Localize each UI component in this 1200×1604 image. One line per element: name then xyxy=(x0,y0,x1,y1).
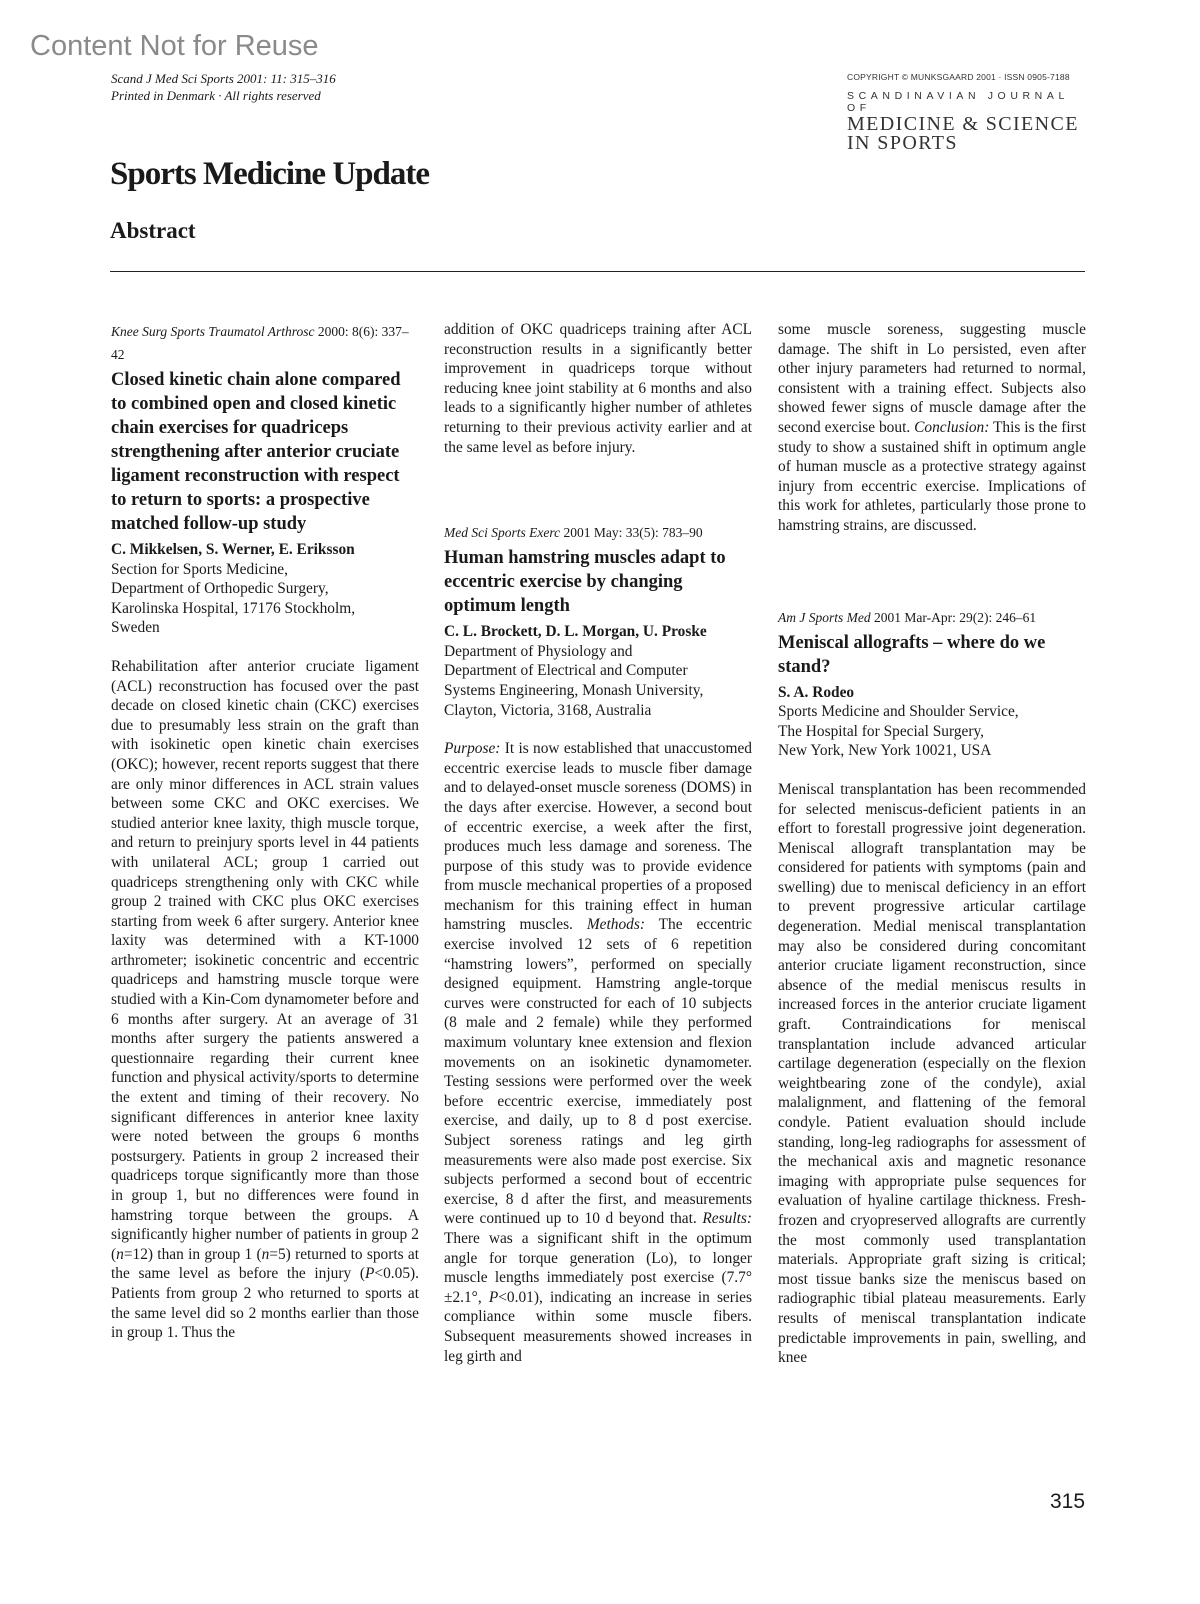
article-1-affiliation: Section for Sports Medicine, Department of Orthopedic Surgery, Karolinska Hospital, 17176 Stockholm, Sweden xyxy=(111,560,356,637)
article-2-affiliation: Department of Physiology and Department of Electrical and Computer Systems Engineering, Monash University, Clayton, Victoria, 3168, Australia xyxy=(444,642,704,719)
printed-notice: Printed in Denmark · All rights reserved xyxy=(111,88,321,103)
article-1-authors: C. Mikkelsen, S. Werner, E. Eriksson xyxy=(111,541,355,558)
brand-line-1: SCANDINAVIAN JOURNAL OF xyxy=(847,90,1069,114)
article-3-title: Meniscal allografts – where do we stand? xyxy=(778,632,1046,677)
page-title: Sports Medicine Update xyxy=(110,156,429,192)
journal-brand xyxy=(847,72,1082,153)
article-2-abstract: Purpose: It is now established that unaccustomed eccentric exercise leads to muscle fiber damage and to delayed-onset muscle soreness (DOMS) in the days after exercise. However, a second bout of eccentric exercise, a week after the first, produces much less damage and soreness. The purpose of this study was to provide evidence from muscle mechanical properties of a proposed mechanism for this training effect in human hamstring muscles. Methods: The eccentric exercise involved 12 sets of 6 repetition “hamstring lowers”, performed on specially designed equipment. Hamstring angle-torque curves were constructed for each of 10 subjects (8 male and 2 female) while they performed maximum voluntary knee extension and flexion movements on an isokinetic dynamometer. Testing sessions were performed over the week before eccentric exercise, immediately post exercise, and daily, up to 8 d post exercise. Subject soreness ratings and leg girth measurements were also made post exercise. Six subjects performed a second bout of eccentric exercise, 8 d after the first, and measurements were continued up to 10 d beyond that. Results: There was a significant shift in the optimum angle for torque generation (Lo), to longer muscle lengths immediately post exercise (7.7°±2.1°, P<0.01), indicating an increase in series compliance within some muscle fibers. Subsequent measurements showed increases in leg girth and xyxy=(444,740,753,1365)
article-2-authors: C. L. Brockett, D. L. Morgan, U. Proske xyxy=(444,623,707,641)
article-3-citation: Am J Sports Med 2001 Mar-Apr: 29(2): 246–61 xyxy=(778,609,1037,625)
brand-line-3: IN SPORTS xyxy=(847,132,958,154)
article-3-authors: S. A. Rodeo xyxy=(778,683,855,701)
journal-citation: Scand J Med Sci Sports 2001: 11: 315–316 xyxy=(111,71,336,86)
article-1-title: Closed kinetic chain alone compared to combined open and closed kinetic chain exercises for quadriceps strengthening after anterior cruciate ligament reconstruction with respect to return to sports: a prospective matched follow-up study xyxy=(111,370,401,534)
copyright-line: COPYRIGHT © MUNKSGAARD 2001 · ISSN 0905-7188 xyxy=(847,72,1070,82)
article-2-title: Human hamstring muscles adapt to eccentric exercise by changing optimum length xyxy=(444,548,726,617)
column-1 xyxy=(111,320,419,1343)
article-3-abstract: Meniscal transplantation has been recommended for selected meniscus-deficient patients in an effort to forestall progressive joint degeneration. Meniscal allograft transplantation may be considered for patients with symptoms (pain and swelling) due to meniscal deficiency in an effort to prevent progressive articular cartilage degeneration. Medial meniscal transplantation may also be considered during concomitant anterior cruciate ligament reconstruction, since absence of the medial meniscus results in increased forces in the anterior cruciate ligament graft. Contraindications for meniscal transplantation include advanced articular cartilage degeneration (especially on the flexion weightbearing zone of the condyle), axial malalignment, and flattening of the femoral condyle. Patient evaluation should include standing, long-leg radiographs for assessment of the mechanical axis and magnetic resonance imaging with appropriate pulse sequences for evaluation of hyaline cartilage thickness. Fresh-frozen and cryopreserved allografts are currently the most commonly used transplantation materials. Appropriate graft sizing is critical; most tissue banks size the meniscus based on radiographic tibial plateau measurements. Early results of meniscal transplantation indicate predictable improvements in pain, swelling, and knee xyxy=(778,780,1086,1367)
column-2 xyxy=(444,320,752,1366)
section-label: Abstract xyxy=(110,218,196,243)
header-rule xyxy=(110,271,1085,272)
watermark: Content Not for Reuse xyxy=(30,30,319,62)
article-2-abstract-continued: some muscle soreness, suggesting muscle damage. The shift in Lo persisted, even after other injury parameters had returned to normal, consistent with a training effect. Subjects also showed fewer signs of muscle damage after the second exercise bout. Conclusion: This is the first study to show a sustained shift in optimum angle of human muscle as a protective strategy against injury from eccentric exercise. Implications of this work for athletes, particularly those prone to hamstring strains, are discussed. xyxy=(778,321,1086,534)
column-3 xyxy=(778,320,1086,1368)
brand-line-2: MEDICINE & SCIENCE xyxy=(847,113,1079,135)
journal-info xyxy=(111,70,336,104)
article-2-citation: Med Sci Sports Exerc 2001 May: 33(5): 783–90 xyxy=(444,525,703,541)
article-3-affiliation: Sports Medicine and Shoulder Service, The Hospital for Special Surgery, New York, New York 10021, USA xyxy=(778,703,1019,760)
article-1-abstract: Rehabilitation after anterior cruciate ligament (ACL) reconstruction has focused over the past decade on closed kinetic chain (CKC) exercises due to presumably less strain on the graft than with isokinetic open kinetic chain exercises (OKC); however, recent reports suggest that there are only minor differences in ACL strain values between some CKC and OKC exercises. We studied anterior knee laxity, thigh muscle torque, and return to preinjury sports level in 44 patients with unilateral ACL; group 1 carried out quadriceps strengthening only with CKC while group 2 trained with CKC plus OKC exercises starting from week 6 after surgery. Anterior knee laxity was determined with a KT-1000 arthrometer; isokinetic concentric and eccentric quadriceps and hamstring muscle torque were studied with a Kin-Com dynamometer before and 6 months after surgery. At an average of 31 months after surgery the patients answered a questionnaire regarding their current knee function and physical activity/sports to determine the extent and timing of their recovery. No significant differences in anterior knee laxity were noted between the groups 6 months postsurgery. Patients in group 2 increased their quadriceps torque significantly more than those in group 1, but no differences were found in hamstring torque between the groups. A significantly higher number of patients in group 2 (n=12) than in group 1 (n=5) returned to sports at the same level as before the injury (P<0.05). Patients from group 2 who returned to sports at the same level did so 2 months earlier than those in group 1. Thus the xyxy=(111,657,419,1342)
article-1-citation: Knee Surg Sports Traumatol Arthrosc 2000: 8(6): 337–42 xyxy=(111,324,409,362)
article-1-abstract-continued: addition of OKC quadriceps training after ACL reconstruction results in a significantly better improvement in quadriceps torque without reducing knee joint stability at 6 months and also leads to a significantly higher number of athletes returning to their previous activity earlier and at the same level as before injury. xyxy=(444,321,752,456)
page-number: 315 xyxy=(1050,1490,1086,1513)
